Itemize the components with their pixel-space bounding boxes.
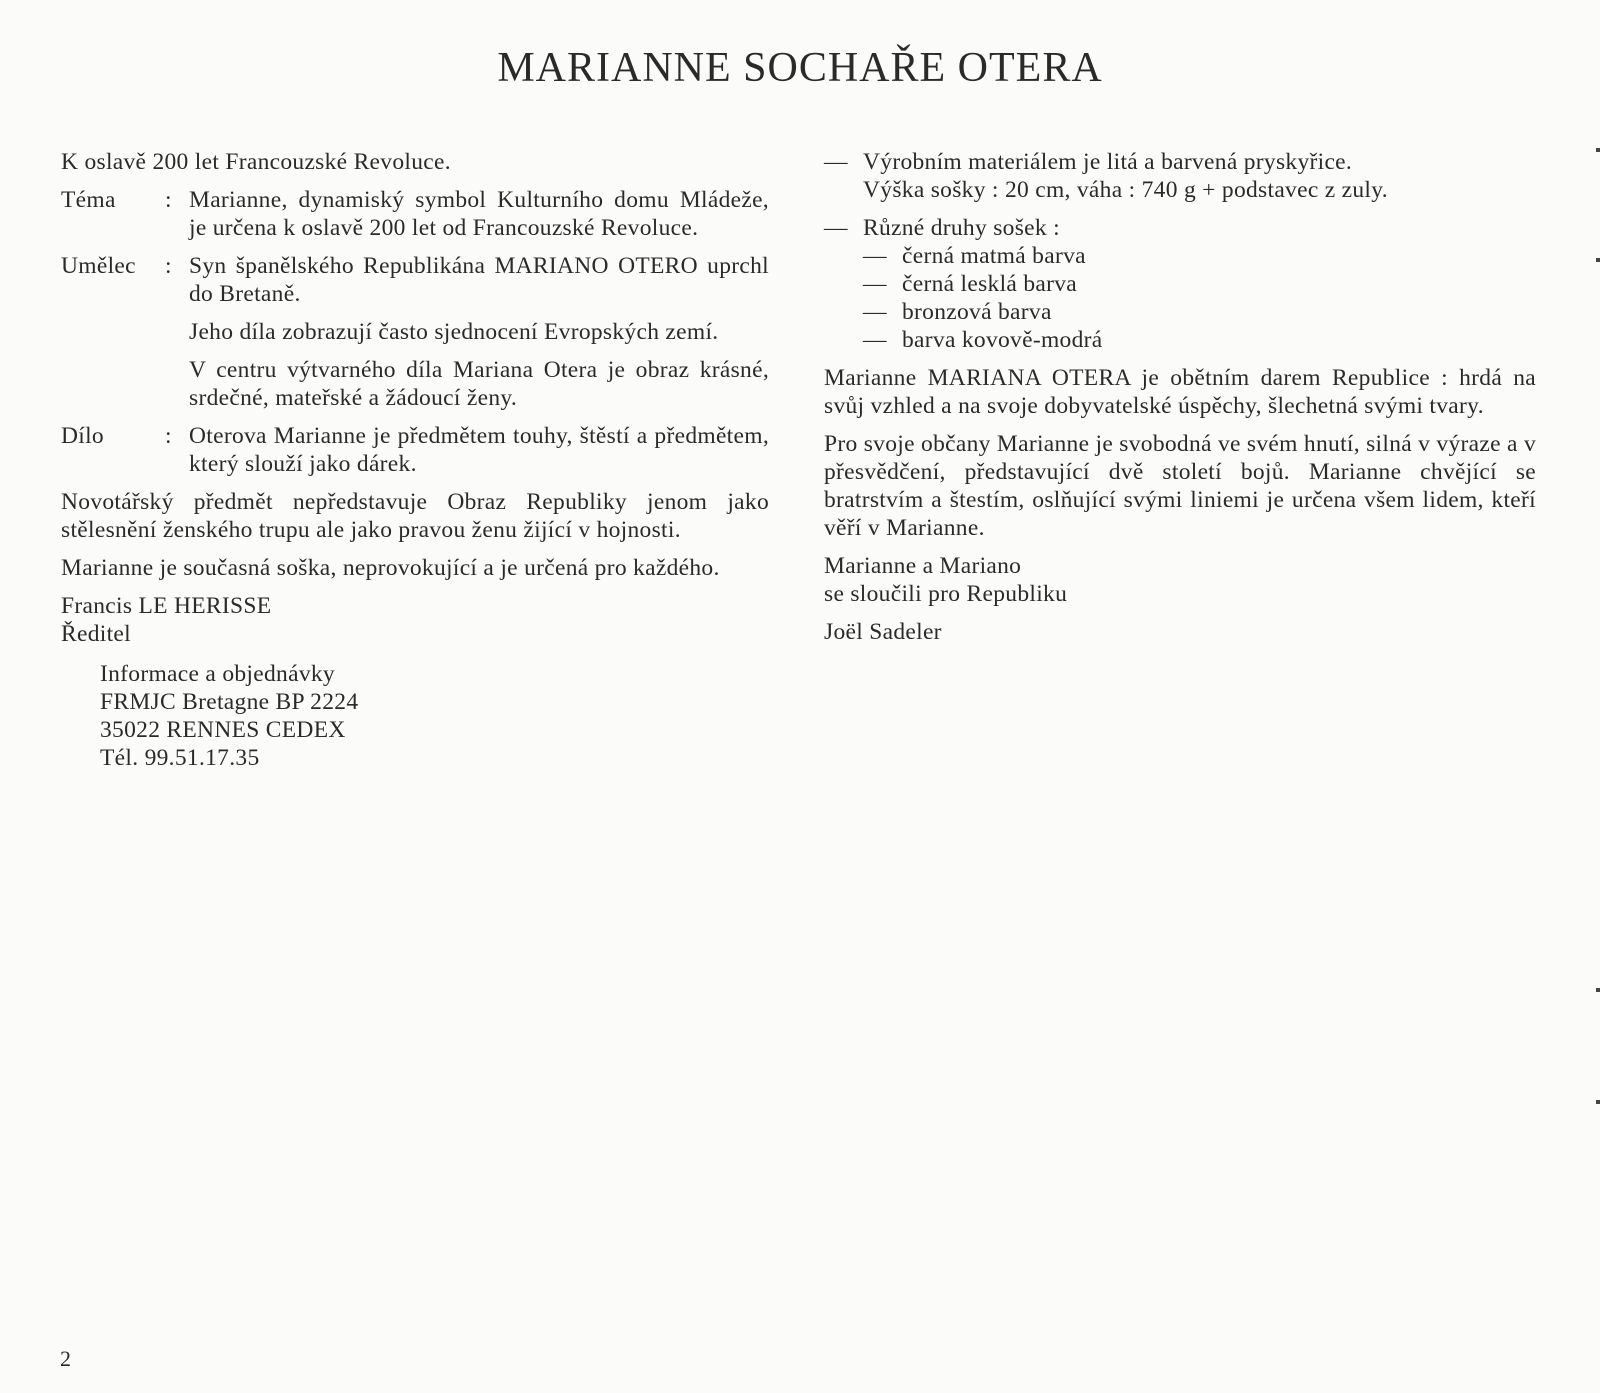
variant-label: černá matmá barva: [902, 243, 1086, 269]
closing: [824, 552, 1536, 608]
material-line: Výrobním materiálem je litá a barvená pryskyřice.: [863, 149, 1353, 175]
signature-role: Ředitel: [61, 621, 131, 647]
margin-mark: [1596, 988, 1600, 992]
entry-paragraph: Jeho díla zobrazují často sjednocení Evropských zemí.: [189, 319, 719, 345]
contact-line: FRMJC Bretagne BP 2224: [100, 689, 359, 715]
variants-heading: Různé druhy sošek :: [863, 215, 1060, 241]
variant-label: barva kovově-modrá: [902, 327, 1103, 353]
paragraph-novotarsky: Novotářský předmět nepředstavuje Obraz Republiky jenom jako stělesnění ženského trupu ale jako pravou ženu žijící v hojnosti.: [61, 489, 769, 543]
entry-dilo: [61, 422, 769, 478]
closing-line: se sloučili pro Republiku: [824, 581, 1068, 607]
entry-umelec: [61, 252, 769, 412]
paragraph-obcany: Pro svoje občany Marianne je svobodná ve svém hnutí, silná v výraze a v přesvědčení, představující dvě století bojů. Marianne chvějící se bratrstvím a štestím, oslňující svými liniemi je určena všem lidem, kteří věří v Marianne.: [824, 431, 1536, 541]
entry-colon: :: [165, 253, 172, 279]
contact-line: Informace a objednávky: [100, 661, 335, 687]
entry-paragraph: Oterova Marianne je předmětem touhy, štěstí a předmětem, který slouží jako dárek.: [189, 423, 769, 477]
signature-name: Francis LE HERISSE: [61, 593, 272, 619]
material-text: [863, 148, 1388, 204]
contact-line: Tél. 99.51.17.35: [100, 745, 260, 771]
list-item: [863, 242, 1103, 270]
entry-label: Téma: [61, 187, 116, 213]
entry-paragraph: V centru výtvarného díla Mariana Otera je obraz krásné, srdečné, mateřské a žádoucí ženy.: [189, 357, 769, 411]
list-item: [863, 326, 1103, 354]
paragraph-obetni-dar: Marianne MARIANA OTERA je obětním darem Republice : hrdá na svůj vzhled a na svoje dobyvatelské úspěchy, šlechetná svými tvary.: [824, 365, 1536, 419]
list-item: [863, 298, 1103, 326]
entry-body: [189, 186, 769, 242]
margin-mark: [1596, 1100, 1600, 1104]
page-number: 2: [60, 1346, 71, 1371]
paragraph-soucasna: Marianne je současná soška, neprovokující a je určená pro každého.: [61, 555, 720, 581]
entry-colon: :: [165, 423, 172, 449]
entry-label: Umělec: [61, 253, 136, 279]
page-title: MARIANNE SOCHAŘE OTERA: [497, 45, 1103, 91]
variants-list: [863, 242, 1103, 354]
dash: —: [863, 299, 887, 325]
contact-block: [100, 660, 769, 772]
list-item: [863, 270, 1103, 298]
signature: [61, 592, 769, 648]
material-line: Výška sošky : 20 cm, váha : 740 g + podstavec z zuly.: [863, 177, 1388, 203]
closing-line: Marianne a Mariano: [824, 553, 1022, 579]
entry-tema: [61, 186, 769, 242]
intro-line: K oslavě 200 let Francouzské Revoluce.: [61, 149, 451, 175]
author: Joël Sadeler: [824, 619, 942, 645]
variants-block: [863, 214, 1103, 354]
left-column: [61, 148, 769, 772]
contact-line: 35022 RENNES CEDEX: [100, 717, 346, 743]
dash: —: [824, 149, 848, 175]
margin-mark: [1596, 148, 1600, 152]
entry-paragraph: Syn španělského Republikána MARIANO OTERO uprchl do Bretaně.: [189, 253, 769, 307]
entry-paragraph: Marianne, dynamiský symbol Kulturního domu Mládeže, je určena k oslavě 200 let od Francouzské Revoluce.: [189, 187, 769, 241]
dash: —: [863, 271, 887, 297]
dash: —: [863, 243, 887, 269]
entry-colon: :: [165, 187, 172, 213]
entry-body: [189, 422, 769, 478]
margin-mark: [1596, 258, 1600, 262]
variants-item: [824, 214, 1536, 354]
entry-label: Dílo: [61, 423, 104, 449]
dash: —: [824, 215, 848, 241]
variant-label: bronzová barva: [902, 299, 1052, 325]
dash: —: [863, 327, 887, 353]
right-column: [824, 148, 1536, 656]
material-item: [824, 148, 1536, 204]
variant-label: černá lesklá barva: [902, 271, 1078, 297]
entry-body: [189, 252, 769, 412]
